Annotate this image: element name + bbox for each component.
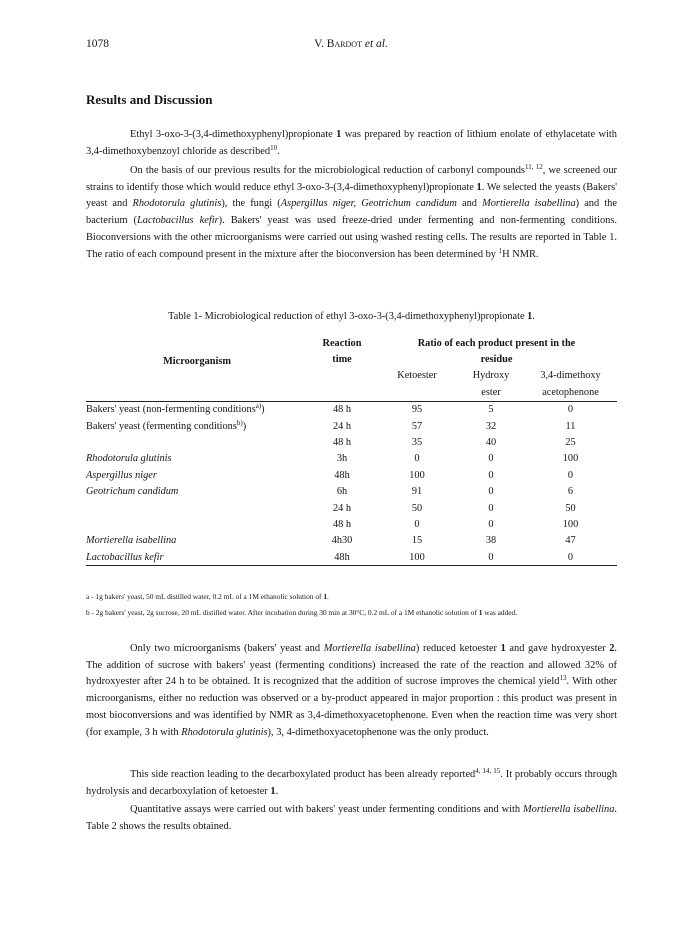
table-row: [86, 533, 617, 549]
cell-hydroxyester: 0: [488, 518, 494, 530]
cell-ketoester: 100: [409, 469, 425, 481]
cell-time: 24 h: [332, 420, 352, 432]
table-row: [86, 467, 617, 483]
running-author: V. Bardot: [314, 38, 362, 50]
cell-time: 4h30: [331, 535, 353, 547]
cell-microorganism: [86, 434, 308, 450]
cell-time: 48h: [334, 469, 350, 481]
paragraph-4: This side reaction leading to the decarboxylated product has been already reported$^{4, 14, 15}$. It probably occurs through hydrolysis and decarboxylation of ketoester 1.: [86, 767, 618, 797]
col-header-acetophenone: acetophenone: [524, 384, 617, 401]
table-row: [86, 516, 617, 532]
cell-microorganism: [86, 516, 308, 532]
cell-ketoester: 0: [414, 453, 420, 465]
table-row: [86, 484, 617, 500]
cell-ketoester: 91: [411, 486, 423, 498]
col-header-dimethoxy: 3,4-dimethoxy: [540, 370, 601, 382]
cell-hydroxyester: 0: [488, 469, 494, 481]
table-row: [86, 434, 617, 450]
footnote-b: b - 2g bakers' yeast, 2g sucrose, 20 mL distilled water. After incubation during 30 min at 30°C, 0.2 mL of a 1M ethanolic solution of 1 was added.: [86, 608, 518, 617]
cell-hydroxyester: 5: [458, 401, 524, 418]
cell-microorganism: Geotrichum candidum: [86, 486, 179, 498]
cell-time: 24 h: [332, 502, 352, 514]
table-1-caption: Table 1- Microbiological reduction of ethyl 3-oxo-3-(3,4-dimethoxyphenyl)propionate 1.: [168, 311, 535, 322]
cell-dimethoxyacetophenone: 0: [567, 469, 574, 481]
col-header-residue: residue: [480, 354, 513, 366]
running-title: [86, 38, 616, 50]
cell-dimethoxyacetophenone: 0: [524, 401, 617, 418]
paragraph-3: Only two microorganisms (bakers' yeast and Mortierella isabellina) reduced ketoester 1 and gave hydroxyester 2. The addition of sucrose with bakers' yeast (fermenting conditions) increased the rate of the reaction and allowed 32% of hydroxyester after 24 h to be obtained. It is recognized that the addition of sucrose improves the chemical yield$^{13}$. With other microorganisms, either no reduction was observed or a by-product appeared in major proportion : this product was present in most bioconversions and was identified by NMR as 3,4-dimethoxyacetophenone. Even when the reaction time was very short (for example, 3 h with Rhodotorula glutinis), 3, 4-dimethoxyacetophenone was the only product.: [86, 643, 617, 738]
paragraph-1: Ethyl 3-oxo-3-(3,4-dimethoxyphenyl)propionate 1 was prepared by reaction of lithium enolate of ethylacetate with 3,4-dimethoxybenzoyl chloride as described$^{10}$.: [86, 129, 617, 157]
table-1-body: [86, 401, 617, 566]
cell-microorganism: Lactobacillus kefir: [86, 549, 308, 566]
col-header-hydroxy: Hydroxy: [472, 370, 510, 382]
cell-dimethoxyacetophenone: 0: [524, 549, 617, 566]
cell-ketoester: 35: [411, 437, 423, 449]
table-row: [86, 500, 617, 516]
cell-microorganism: Rhodotorula glutinis: [86, 453, 172, 465]
cell-dimethoxyacetophenone: 100: [562, 518, 579, 530]
cell-microorganism: Aspergillus niger: [86, 469, 157, 481]
cell-hydroxyester: 0: [488, 502, 494, 514]
table-row: [86, 549, 617, 566]
running-author-suffix: et al.: [364, 38, 388, 50]
cell-ketoester: 57: [411, 420, 423, 432]
col-header-hydroxy-ester: ester: [458, 384, 524, 401]
col-header-microorganism: Microorganism: [163, 355, 231, 367]
cell-microorganism: Bakers' yeast (fermenting conditions$^{b)}$): [86, 418, 247, 432]
cell-dimethoxyacetophenone: 25: [565, 437, 576, 449]
cell-time: 48h: [308, 549, 376, 566]
table-row: [86, 451, 617, 467]
cell-dimethoxyacetophenone: 11: [565, 420, 576, 432]
cell-hydroxyester: 40: [485, 437, 497, 449]
cell-time: 3h: [336, 453, 348, 465]
cell-microorganism: Bakers' yeast (non-fermenting conditions$^{a)}$): [86, 401, 308, 418]
cell-time: 6h: [336, 486, 348, 498]
cell-ketoester: 95: [376, 401, 458, 418]
section-title: Results and Discussion: [86, 92, 213, 107]
paragraph-5: Quantitative assays were carried out with bakers' yeast under fermenting conditions and with Mortierella isabellina. Table 2 shows the results obtained.: [86, 804, 617, 832]
cell-hydroxyester: 0: [488, 453, 494, 465]
cell-ketoester: 100: [376, 549, 458, 566]
cell-ketoester: 0: [414, 518, 420, 530]
page-number: 1078: [86, 38, 109, 50]
paragraph-2: On the basis of our previous results for the microbiological reduction of carbonyl compounds$^{11, 12}$, we screened our strains to identify those which would reduce ethyl 3-oxo-3-(3,4-dimethoxyphenyl)propionate 1. We selected the yeasts (Bakers' yeast and Rhodotorula glutinis), the fungi (Aspergillus niger, Geotrichum candidum and Mortierella isabellina) and the bacterium (Lactobacillus kefir). Bakers' yeast was used freeze-dried under fermenting and non-fermenting conditions. Bioconversions with the other microorganisms were carried out using washed resting cells. The results are reported in Table 1. The ratio of each compound present in the mixture after the bioconversion has been determined by $^1$H NMR.: [86, 163, 618, 260]
cell-hydroxyester: 0: [488, 486, 494, 498]
cell-dimethoxyacetophenone: 6: [567, 486, 574, 498]
col-header-reaction: Reaction: [322, 337, 362, 349]
cell-hydroxyester: 38: [485, 535, 497, 547]
col-header-ketoester: Ketoester: [397, 370, 437, 382]
cell-microorganism: [86, 500, 308, 516]
cell-dimethoxyacetophenone: 100: [562, 453, 579, 465]
col-header-time: time: [332, 354, 352, 366]
cell-time: 48 h: [308, 401, 376, 418]
running-header: [86, 38, 616, 54]
cell-time: 48 h: [332, 518, 352, 530]
cell-microorganism: Mortierella isabellina: [86, 535, 177, 547]
cell-dimethoxyacetophenone: 50: [565, 502, 576, 514]
table-1: [86, 335, 617, 566]
cell-hydroxyester: 32: [485, 420, 497, 432]
cell-hydroxyester: 0: [458, 549, 524, 566]
cell-ketoester: 50: [411, 502, 423, 514]
table-row: [86, 418, 617, 434]
cell-dimethoxyacetophenone: 47: [565, 535, 576, 547]
footnote-a: a - 1g bakers' yeast, 50 mL distilled water, 0.2 mL of a 1M ethanolic solution of 1.: [86, 592, 329, 601]
cell-ketoester: 15: [411, 535, 423, 547]
col-header-ratio: Ratio of each product present in the: [417, 337, 576, 349]
table-row: [86, 401, 617, 418]
cell-time: 48 h: [332, 437, 352, 449]
